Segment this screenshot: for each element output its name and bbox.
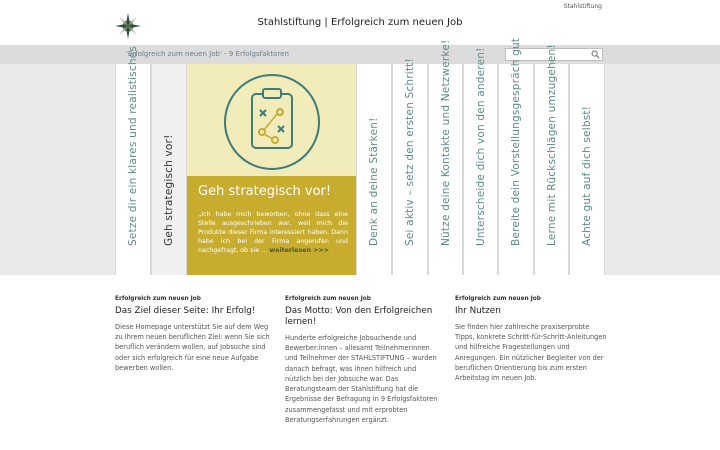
featured-panel: [187, 64, 356, 275]
accordion-tab-label: Denk an deine Stärken!: [368, 117, 380, 246]
accordion-tab-achte-auf-dich[interactable]: [569, 64, 605, 275]
accordion-tab-kontakte[interactable]: [428, 39, 463, 275]
header: [0, 0, 720, 45]
info-kicker: Erfolgreich zum neuen Job: [285, 296, 371, 302]
info-text: Diese Homepage unterstützt Sie auf dem Weg zu Ihrem neuen beruflichen Ziel: wenn Sie sich beruflich verändern wollen, auf Jobsuche sind oder sich erfolgreich für eine neue Aufgabe bewerben wollen.: [115, 322, 270, 372]
accordion-tab-klares-ziel[interactable]: [115, 45, 151, 275]
info-heading: Das Ziel dieser Seite: Ihr Erfolg!: [115, 306, 256, 316]
info-heading: Das Motto: Von den Erfolgreichen lernen!: [285, 306, 433, 327]
subbar: [0, 45, 720, 64]
search-icon[interactable]: [591, 50, 600, 59]
accordion-tab-staerken[interactable]: [356, 64, 392, 275]
breadcrumb[interactable]: 'Erfolgreich zum neuen Job' - 9 Erfolgsfaktoren: [126, 50, 289, 58]
info-heading: Ihr Nutzen: [455, 306, 501, 316]
featured-text: [198, 211, 348, 256]
accordion-tab-label: Geh strategisch vor!: [163, 134, 175, 246]
accordion-tab-label: Lerne mit Rückschlägen umzugehen!: [545, 44, 558, 246]
accordion-tab-unterscheide[interactable]: [463, 47, 498, 275]
site-title: Stahlstiftung | Erfolgreich zum neuen Job: [257, 17, 463, 28]
accordion-tab-label: Bereite dein Vorstellungsgespräch gut: [510, 37, 522, 246]
info-column-nutzen: [455, 296, 610, 383]
clipboard-strategy-icon: [222, 72, 322, 172]
top-link-stahlstiftung[interactable]: Stahlstiftung: [563, 3, 602, 10]
featured-quote: „Ich habe mich beworben, ohne dass eine Stelle ausgeschrieben war, weil mich die Produkte dieser Firma interessiert haben. Dann habe ich bei der Firma angerufen und nachgefragt, ob sie …: [198, 211, 348, 254]
accordion-tab-label: Achte gut auf dich selbst!: [581, 105, 593, 246]
read-more-link[interactable]: weiterlesen >>>: [269, 246, 329, 254]
accordion-tab-rueckschlaege[interactable]: [534, 44, 569, 275]
featured-title: Geh strategisch vor!: [198, 184, 332, 199]
accordion-tab-strategisch[interactable]: [151, 64, 187, 275]
accordion-tab-aktiv[interactable]: [392, 58, 428, 275]
info-column-ziel: [115, 296, 270, 373]
accordion-tab-vorstellungsgespraech[interactable]: [498, 37, 534, 275]
info-text: Hunderte erfolgreiche Jobsuchende und Bewerber:innen – allesamt Teilnehmerinnen und Teilnehmer der STAHLSTIFTUNG – wurden danach befragt, was ihnen hilfreich und nützlich bei der Jobsuche war. Das Beratungsteam der Stahlstiftung hat die Ergebnisse der Befragung in 9 Erfolgsfaktoren zusammengefasst und mit erprobten Beratungserfahrungen ergänzt.: [285, 333, 438, 424]
accordion-tab-label: Sei aktiv – setz den ersten Schritt!: [404, 58, 416, 246]
info-kicker: Erfolgreich zum neuen Job: [455, 296, 541, 302]
info-column-motto: [285, 296, 440, 425]
accordion-tab-label: Nütze deine Kontakte und Netzwerke!: [439, 39, 452, 246]
accordion-tab-label: Setze dir ein klares und realistisches: [127, 45, 139, 246]
info-kicker: Erfolgreich zum neuen Job: [115, 296, 201, 302]
accordion-tab-label: Unterscheide dich von den anderen!: [474, 47, 487, 246]
featured-text-panel: [187, 176, 356, 275]
info-text: Sie finden hier zahlreiche praxiserprobte Tipps, konkrete Schritt-für-Schritt-Anleitungen und hilfreiche Fragestellungen und Anregungen. Ein nützlicher Begleiter von der beruflichen Orientierung bis zum ersten Arbeitstag im neuen Job.: [455, 322, 607, 383]
